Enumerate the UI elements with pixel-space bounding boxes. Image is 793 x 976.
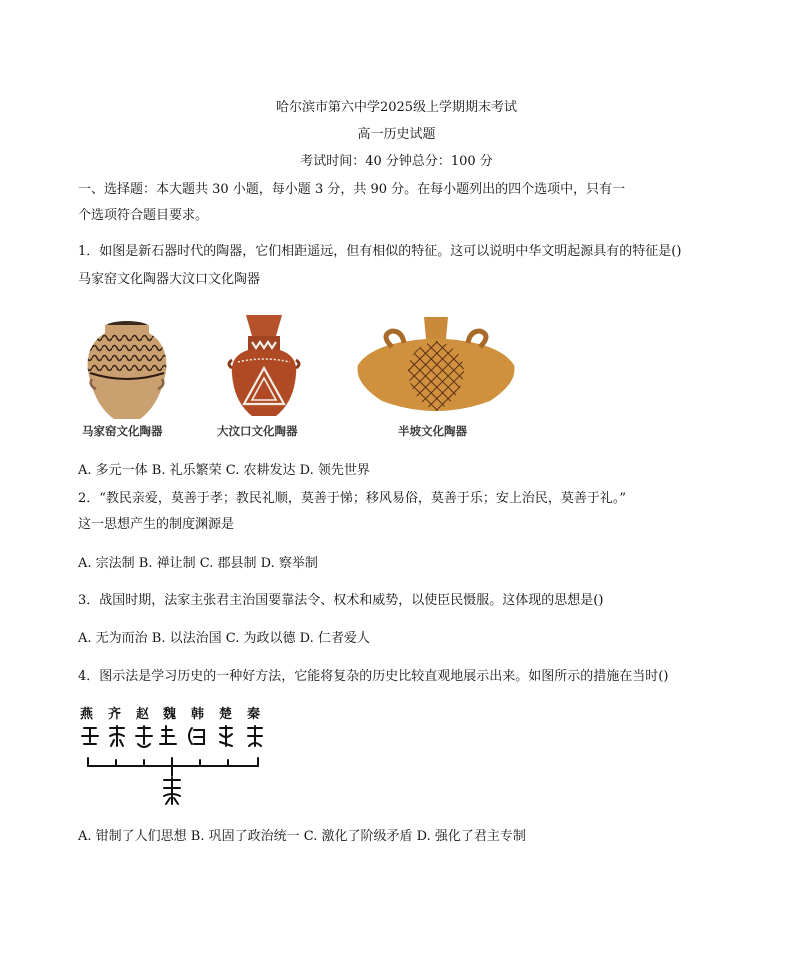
majiayao-caption: 马家窑文化陶器: [82, 424, 163, 438]
state-han: 韩: [191, 707, 205, 722]
section-instruction-line2: 个选项符合题目要求。: [78, 208, 209, 223]
exam-title: 哈尔滨市第六中学2025级上学期期末考试: [275, 100, 518, 115]
q1-stem: 1．如图是新石器时代的陶器，它们相距遥远，但有相似的特征。这可以说明中华文明起源具有的特征是(): [78, 244, 682, 259]
exam-info: 考试时间：40 分钟总分：100 分: [300, 154, 493, 169]
q4-stem: 4．图示法是学习历史的一种好方法，它能将复杂的历史比较直观地展示出来。如图所示的措施在当时(): [78, 669, 669, 684]
dawenkou-caption: 大汶口文化陶器: [217, 424, 298, 438]
banpo-caption: 半坡文化陶器: [398, 424, 467, 438]
state-yan: 燕: [80, 707, 94, 722]
q2-stem-line1: 2．“教民亲爱，莫善于孝；教民礼顺，莫善于悌；移风易俗，莫善于乐；安上治民，莫善于礼。”: [78, 491, 627, 506]
majiayao-pottery-image: [82, 313, 172, 423]
q1-options: A. 多元一体 B. 礼乐繁荣 C. 农耕发达 D. 领先世界: [78, 463, 370, 478]
q4-options: A. 钳制了人们思想 B. 巩固了政治统一 C. 激化了阶级矛盾 D. 强化了君主专制: [78, 829, 526, 844]
state-qin: 秦: [247, 707, 261, 722]
q3-options: A. 无为而治 B. 以法治国 C. 为政以德 D. 仁者爱人: [78, 631, 370, 646]
banpo-pottery-image: [352, 313, 520, 423]
dawenkou-pottery-image: [224, 312, 304, 422]
section-instruction-line1: 一、选择题：本大题共 30 小题，每小题 3 分，共 90 分。在每小题列出的四个选项中，只有一: [78, 182, 626, 197]
exam-subtitle: 高一历史试题: [357, 127, 436, 142]
q3-stem: 3．战国时期，法家主张君主治国要靠法令、权术和威势，以使臣民慑服。这体现的思想是(): [78, 593, 604, 608]
q1-caption-line: 马家窑文化陶器大汶口文化陶器: [78, 272, 261, 287]
state-zhao: 赵: [136, 707, 150, 722]
state-qi: 齐: [108, 707, 122, 722]
q2-stem-line2: 这一思想产生的制度渊源是: [78, 517, 235, 532]
q2-options: A. 宗法制 B. 禅让制 C. 郡县制 D. 察举制: [78, 556, 318, 571]
seal-script-glyphs: [78, 722, 278, 814]
state-chu: 楚: [219, 707, 233, 722]
state-wei: 魏: [163, 707, 177, 722]
